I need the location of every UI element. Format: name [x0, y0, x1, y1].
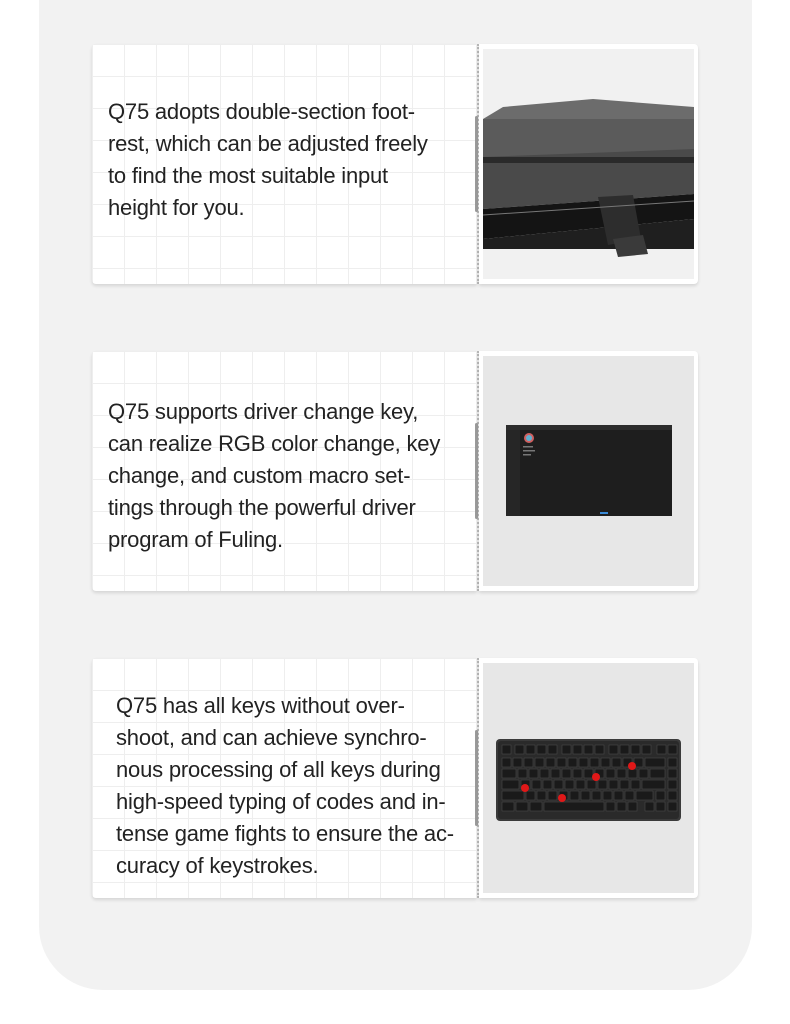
feature-image-frame — [479, 658, 698, 898]
driver-software-illustration — [483, 356, 694, 586]
feature-description: Q75 adopts double-section foot- rest, which can be adjusted freely to find the most suitable input height for you. — [108, 99, 428, 220]
feature-image-frame — [479, 351, 698, 591]
keyboard-footrest-image — [483, 49, 694, 279]
feature-card-anti-ghosting — [92, 658, 698, 898]
scroll-indicator — [475, 423, 478, 519]
feature-card-footrest — [92, 44, 698, 284]
feature-text-box — [92, 351, 477, 591]
feature-description: Q75 supports driver change key, can realize RGB color change, key change, and custom macro set- tings through the powerful driver program of Fuling. — [108, 399, 441, 552]
feature-text-box — [92, 44, 477, 284]
driver-software-image — [483, 356, 694, 586]
feature-text-box — [92, 658, 477, 898]
feature-card-driver — [92, 351, 698, 591]
feature-description: Q75 has all keys without over- shoot, and can achieve synchro- nous processing of all keys during high-speed typing of codes and in- tense game fights to ensure the ac- curacy of keystrokes. — [116, 693, 454, 878]
feature-image-frame — [479, 44, 698, 284]
scroll-indicator — [475, 730, 478, 826]
keyboard-footrest-illustration — [483, 49, 694, 279]
keyboard-top-view-image — [483, 663, 694, 893]
scroll-indicator — [475, 116, 478, 212]
keyboard-top-view-illustration — [483, 663, 694, 893]
